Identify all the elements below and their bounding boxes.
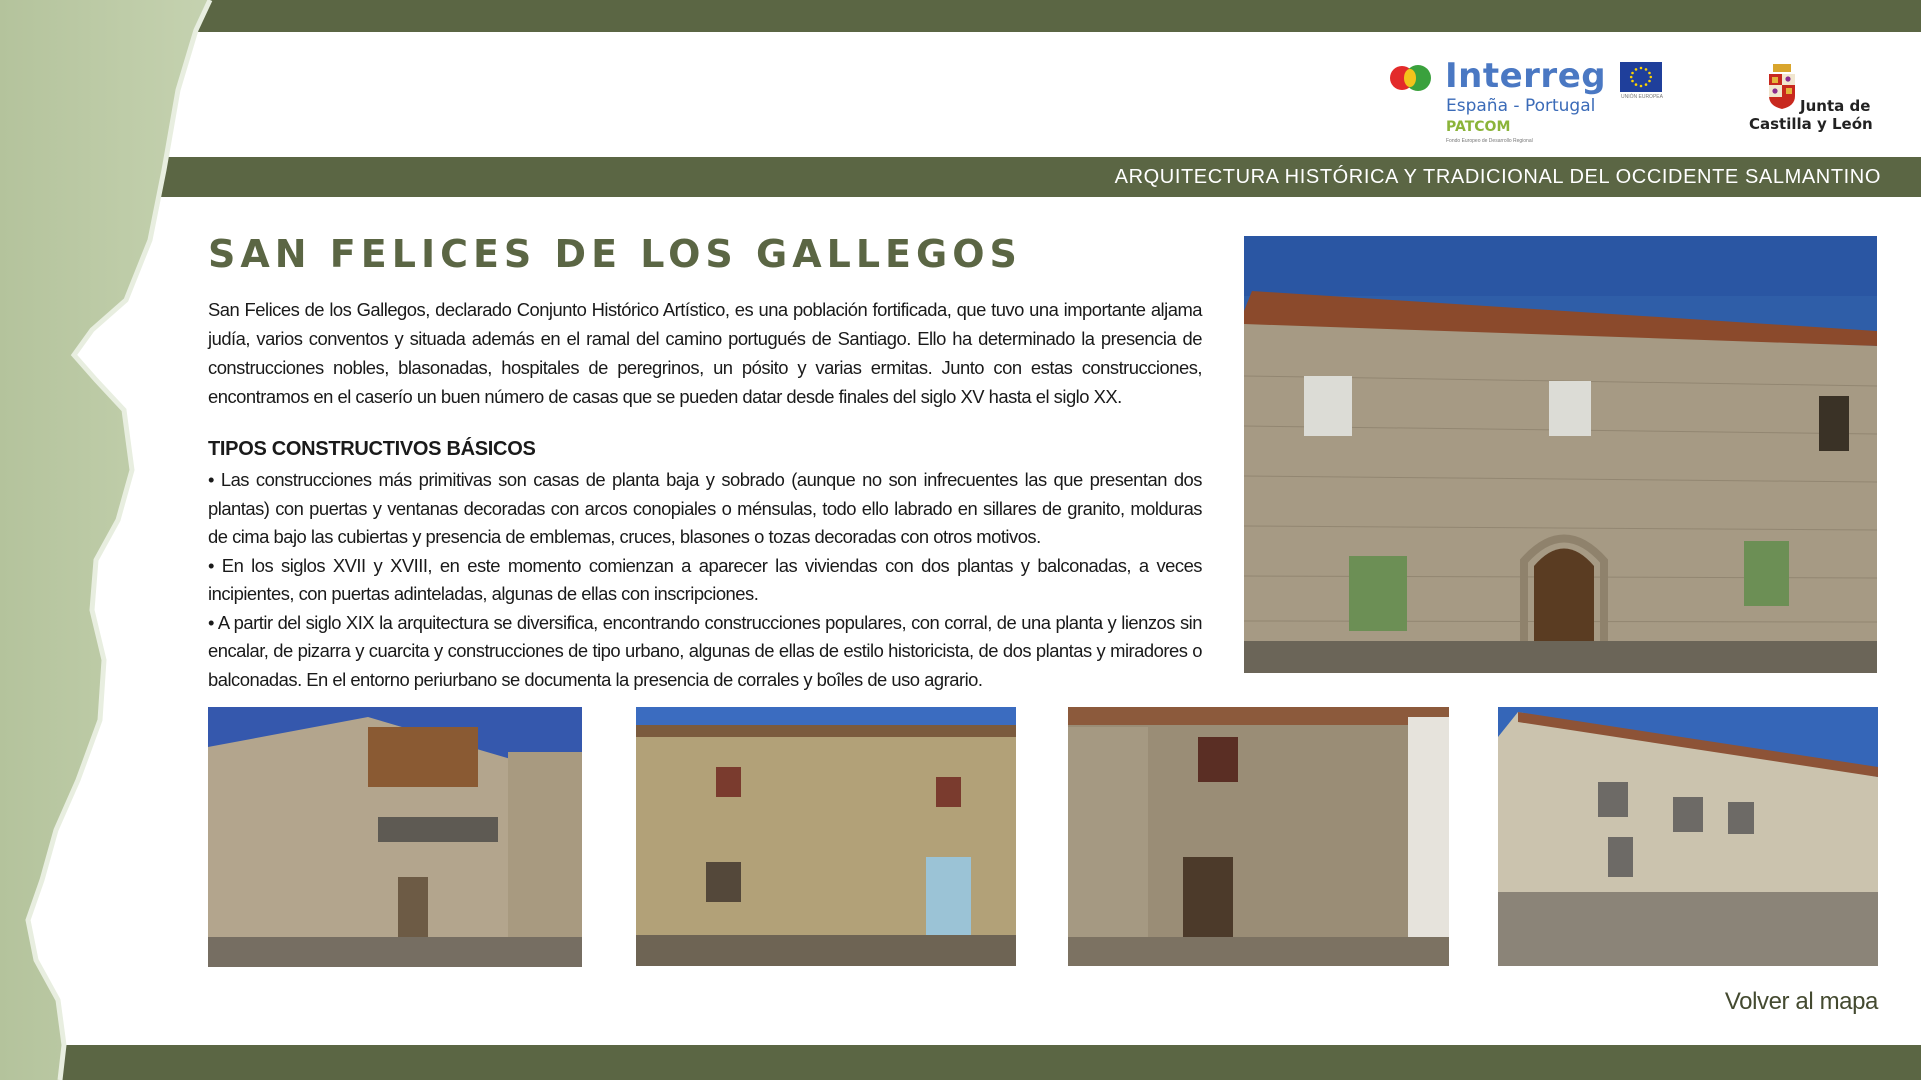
top-bar bbox=[0, 0, 1921, 32]
logo-area bbox=[1385, 58, 1885, 152]
interreg-emblem-icon bbox=[1389, 63, 1433, 93]
page-title: SAN FELICES DE LOS GALLEGOS bbox=[208, 232, 1022, 276]
photo-plaza-house bbox=[1498, 707, 1878, 966]
jcyl-name-line2: Castilla y León bbox=[1749, 115, 1873, 133]
fund-caption: Fondo Europeo de Desarrollo Regional bbox=[1446, 138, 1533, 144]
photo-stone-house bbox=[1244, 236, 1877, 673]
back-to-map-link[interactable]: Volver al mapa bbox=[1724, 988, 1878, 1015]
jcyl-logo bbox=[1745, 58, 1885, 148]
section-header bbox=[160, 157, 1921, 197]
subheading: TIPOS CONSTRUCTIVOS BÁSICOS bbox=[208, 438, 536, 460]
section-title: ARQUITECTURA HISTÓRICA Y TRADICIONAL DEL OCCIDENTE SALMANTINO bbox=[1114, 166, 1881, 188]
intro-paragraph: San Felices de los Gallegos, declarado Conjunto Histórico Artístico, es una población fortificada, que tuvo una importante aljama judía, varios conventos y situada además en el ramal del camino portugués de Santiago. Ello ha determinado la presencia de construcciones nobles, blasonadas, hospitales de peregrinos, un pósito y varias ermitas. Junto con estas construcciones, encontramos en el caserío un buen número de casas que se pueden datar desde finales del siglo XV hasta el siglo XX. bbox=[208, 299, 1202, 407]
coat-of-arms-icon bbox=[1765, 62, 1799, 110]
bottom-bar bbox=[0, 1045, 1921, 1080]
jcyl-name-line1: Junta de bbox=[1800, 97, 1871, 115]
photo-balcony-house bbox=[208, 707, 582, 967]
bullet-item: • En los siglos XVII y XVIII, en este momento comienzan a aparecer las viviendas con dos plantas y balconadas, a veces incipientes, con puertas adinteladas, algunas de ellas con inscripciones. bbox=[208, 554, 1202, 604]
bullet-list bbox=[208, 466, 1202, 694]
interreg-logo bbox=[1385, 58, 1685, 148]
bullet-item: • Las construcciones más primitivas son casas de planta baja y sobrado (aunque no son infrecuentes las que presentan dos plantas) con puertas y ventanas decoradas con arcos conopiales o ménsulas, todo ello labrado en sillares de granito, molduras de cima bajo las cubiertas y presencia de emblemas, cruces, blasones o tozas decoradas con otros motivos. bbox=[208, 469, 1202, 547]
photo-ruined-house bbox=[1068, 707, 1449, 966]
interreg-program: PATCOM bbox=[1446, 119, 1511, 135]
paper-decoration bbox=[0, 0, 240, 1080]
interreg-region: España - Portugal bbox=[1446, 96, 1596, 116]
eu-flag-icon bbox=[1620, 62, 1662, 92]
eu-caption: UNIÓN EUROPEA bbox=[1621, 94, 1663, 100]
bullet-item: • A partir del siglo XIX la arquitectura se diversifica, encontrando construcciones populares, con corral, de una planta y lienzos sin encalar, de pizarra y cuarcita y construcciones de tipo urbano, algunas de ellas de estilo historicista, de dos plantas y miradores o balconadas. En el entorno periurbano se documenta la presencia de corrales y boîles de uso agrario. bbox=[208, 611, 1202, 690]
interreg-brand: Interreg bbox=[1445, 56, 1607, 96]
photo-plastered-house bbox=[636, 707, 1016, 966]
